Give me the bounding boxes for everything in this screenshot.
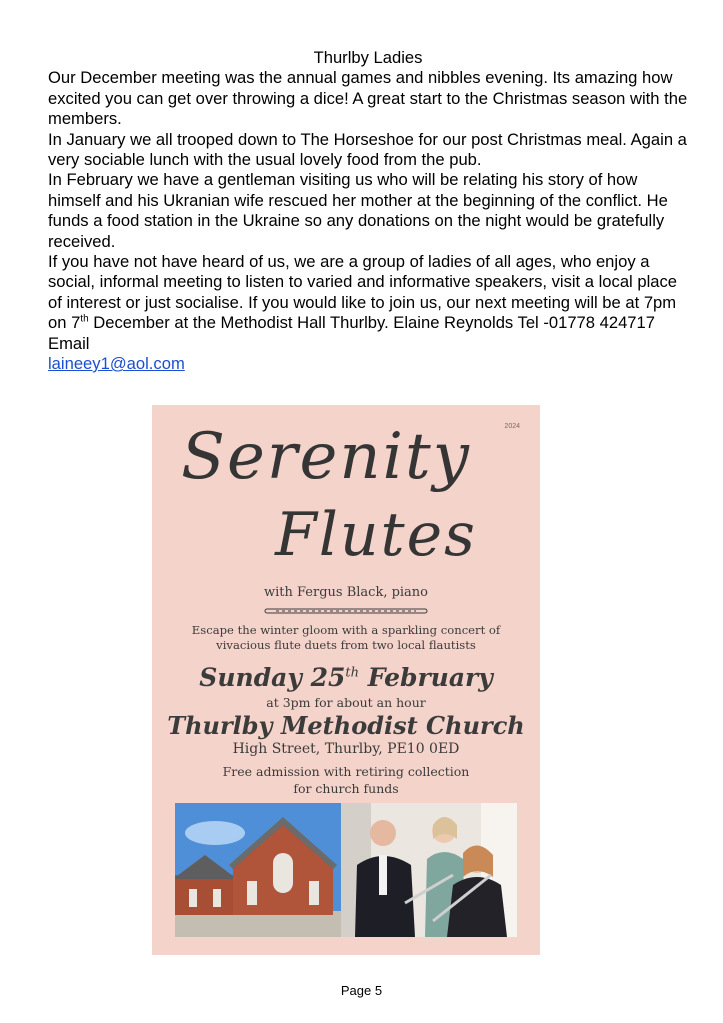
paragraph-february: In February we have a gentleman visiting us who will be relating his story of how himself and his Ukranian wife rescued her mother at the beginning of the conflict. He funds a food station in the Ukraine so any donations on the night would be gratefully received. [48, 170, 668, 251]
concert-venue: Thurlby Methodist Church [167, 711, 525, 740]
article [48, 48, 688, 375]
venue-address: High Street, Thurlby, PE10 0ED [232, 741, 460, 757]
date-start: Sunday 25 [199, 663, 346, 692]
church-photo [175, 803, 347, 937]
paragraph-about [48, 252, 688, 354]
flautists-photo [341, 803, 517, 937]
poster-description [152, 623, 540, 653]
about-text-start: If you have not have heard of us, we are a group of ladies of all ages, who enjoy a social, informal meeting to listen to varied and informative speakers, visit a local place of interest or just socialise. If you would like to join us, our next meeting will be at 7pm on 7 [48, 252, 678, 333]
ordinal-suffix: th [80, 313, 89, 325]
page-number: Page 5 [340, 983, 383, 998]
admission-line1: Free admission with retiring collection [222, 764, 470, 779]
description-line1: Escape the winter gloom with a sparkling concert of [191, 623, 501, 637]
description-line2: vivacious flute duets from two local flautists [216, 638, 476, 652]
article-title: Thurlby Ladies [313, 48, 423, 67]
date-suffix: th [345, 665, 359, 681]
poster-year: 2024 [504, 423, 520, 430]
poster-title-line1: Serenity [181, 420, 471, 494]
date-end: February [359, 663, 493, 692]
admission-line2: for church funds [293, 781, 399, 796]
admission-note [152, 763, 540, 797]
poster-title-line2: Flutes [275, 500, 477, 570]
concert-date [152, 663, 540, 692]
paragraph-december: Our December meeting was the annual games and nibbles evening. Its amazing how excited you can get over throwing a dice! A great start to the Christmas season with the members. [48, 68, 688, 129]
about-text-end: December at the Methodist Hall Thurlby. Elaine Reynolds Tel -01778 424717 Email [48, 313, 655, 353]
concert-time: at 3pm for about an hour [266, 695, 426, 710]
concert-poster [152, 405, 540, 955]
email-link[interactable]: laineey1@aol.com [48, 354, 185, 374]
flute-icon [264, 607, 428, 615]
paragraph-january: In January we all trooped down to The Horseshoe for our post Christmas meal. Again a very sociable lunch with the usual lovely food from the pub. [48, 129, 687, 170]
poster-performer: with Fergus Black, piano [263, 585, 429, 600]
